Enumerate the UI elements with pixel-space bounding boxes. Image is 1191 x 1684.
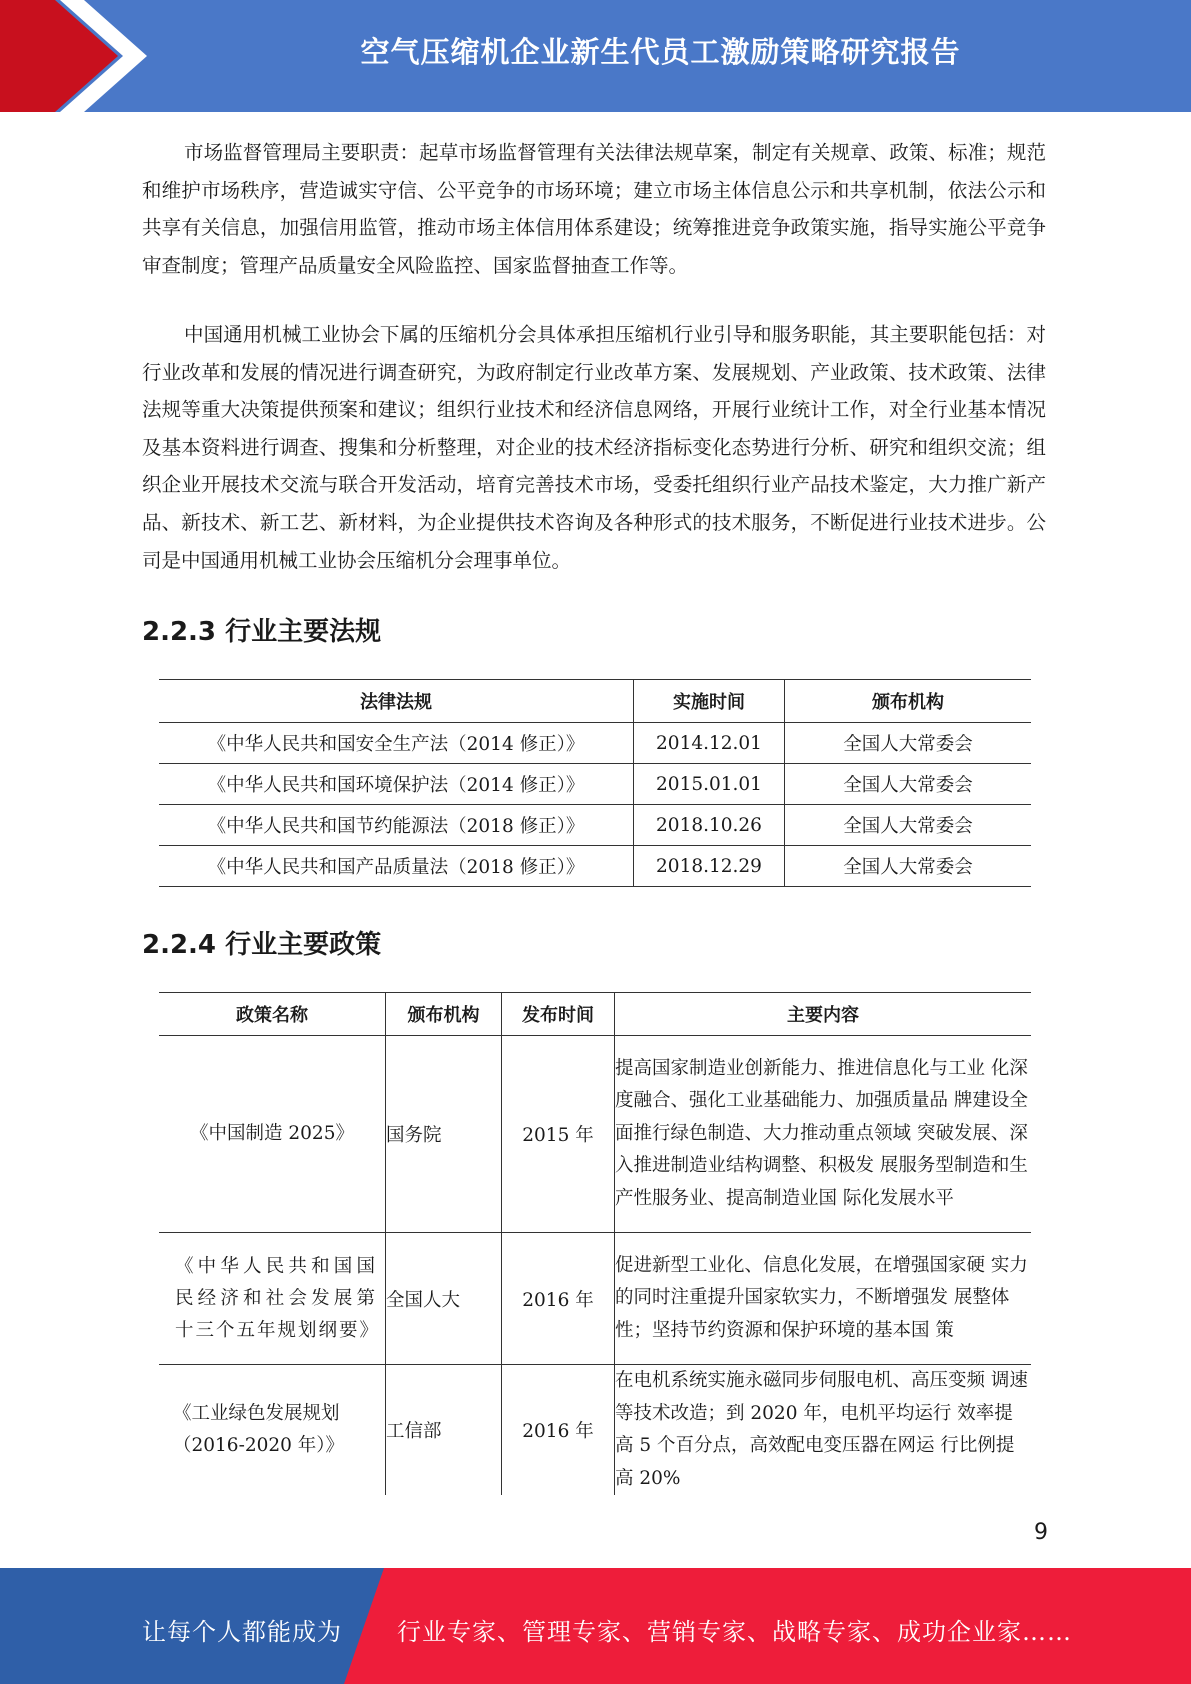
law-issuer: 全国人大常委会	[785, 764, 1032, 805]
column-header: 颁布机构	[785, 680, 1032, 723]
table-row	[159, 1233, 1031, 1365]
table-row	[159, 1036, 1031, 1233]
column-header: 实施时间	[634, 680, 785, 723]
policy-content: 在电机系统实施永磁同步伺服电机、高压变频 调速等技术改造；到 2020 年，电机平均运行 效率提高 5 个百分点，高效配电变压器在网运 行比例提高 20%	[615, 1365, 1032, 1496]
table-row	[159, 805, 1031, 846]
policy-date: 2016 年	[502, 1365, 615, 1496]
table-header-row	[159, 680, 1031, 723]
column-header: 主要内容	[615, 993, 1032, 1036]
section-heading-policies: 2.2.4 行业主要政策	[142, 930, 382, 960]
policy-issuer: 国务院	[386, 1036, 502, 1233]
page-number: 9	[1034, 1520, 1048, 1545]
column-header: 发布时间	[502, 993, 615, 1036]
law-name: 《中华人民共和国节约能源法（2018 修正）》	[159, 805, 634, 846]
law-issuer: 全国人大常委会	[785, 723, 1032, 764]
policy-date: 2015 年	[502, 1036, 615, 1233]
policy-date: 2016 年	[502, 1233, 615, 1365]
law-name: 《中华人民共和国环境保护法（2014 修正）》	[159, 764, 634, 805]
paragraph-market-supervision: 市场监督管理局主要职责：起草市场监督管理有关法律法规草案，制定有关规章、政策、标准；规范和维护市场秩序，营造诚实守信、公平竞争的市场环境；建立市场主体信息公示和共享机制，依法公示和共享有关信息，加强信用监管，推动市场主体信用体系建设；统筹推进竞争政策实施，指导实施公平竞争审查制度；管理产品质量安全风险监控、国家监督抽查工作等。	[142, 141, 1046, 277]
paragraph-compressor-association: 中国通用机械工业协会下属的压缩机分会具体承担压缩机行业引导和服务职能，其主要职能包括：对行业改革和发展的情况进行调查研究，为政府制定行业改革方案、发展规划、产业政策、技术政策、法律法规等重大决策提供预案和建议；组织行业技术和经济信息网络，开展行业统计工作，对全行业基本情况及基本资料进行调查、搜集和分析整理，对企业的技术经济指标变化态势进行分析、研究和组织交流；组织企业开展技术交流与联合开发活动，培育完善技术市场，受委托组织行业产品技术鉴定，大力推广新产品、新技术、新工艺、新材料，为企业提供技术咨询及各种形式的技术服务，不断促进行业技术进步。公司是中国通用机械工业协会压缩机分会理事单位。	[142, 323, 1046, 572]
page-header	[0, 0, 1191, 112]
law-date: 2018.10.26	[634, 805, 785, 846]
policy-name: 《中华人民共和国国民经济和社会发展第十三个五年规划纲要》	[159, 1233, 386, 1365]
table-row	[159, 846, 1031, 887]
law-date: 2014.12.01	[634, 723, 785, 764]
page-footer	[0, 1568, 1191, 1684]
law-name: 《中华人民共和国产品质量法（2018 修正）》	[159, 846, 634, 887]
column-header: 法律法规	[159, 680, 634, 723]
column-header: 颁布机构	[386, 993, 502, 1036]
section-heading-laws: 2.2.3 行业主要法规	[142, 617, 382, 647]
report-title: 空气压缩机企业新生代员工激励策略研究报告	[360, 35, 961, 69]
table-row	[159, 764, 1031, 805]
table-row	[159, 1365, 1031, 1496]
footer-slogan-right: 行业专家、管理专家、营销专家、战略专家、成功企业家……	[397, 1618, 1072, 1646]
policy-name: 《工业绿色发展规划（2016-2020 年）》	[159, 1365, 386, 1496]
footer-slogan-left: 让每个人都能成为	[142, 1618, 342, 1646]
policies-table	[159, 992, 1031, 1495]
law-date: 2015.01.01	[634, 764, 785, 805]
law-issuer: 全国人大常委会	[785, 846, 1032, 887]
policy-issuer: 全国人大	[386, 1233, 502, 1365]
laws-table	[159, 679, 1031, 887]
law-date: 2018.12.29	[634, 846, 785, 887]
column-header: 政策名称	[159, 993, 386, 1036]
table-header-row	[159, 993, 1031, 1036]
policy-content: 促进新型工业化、信息化发展，在增强国家硬 实力的同时注重提升国家软实力，不断增强发 展整体性；坚持节约资源和保护环境的基本国 策	[615, 1233, 1032, 1365]
law-name: 《中华人民共和国安全生产法（2014 修正）》	[159, 723, 634, 764]
policy-issuer: 工信部	[386, 1365, 502, 1496]
table-row	[159, 723, 1031, 764]
law-issuer: 全国人大常委会	[785, 805, 1032, 846]
policy-name: 《中国制造 2025》	[159, 1036, 386, 1233]
policy-content: 提高国家制造业创新能力、推进信息化与工业 化深度融合、强化工业基础能力、加强质量品 牌建设全面推行绿色制造、大力推动重点领域 突破发展、深入推进制造业结构调整、积极发 展服务型制造和生产性服务业、提高制造业国 际化发展水平	[615, 1036, 1032, 1233]
